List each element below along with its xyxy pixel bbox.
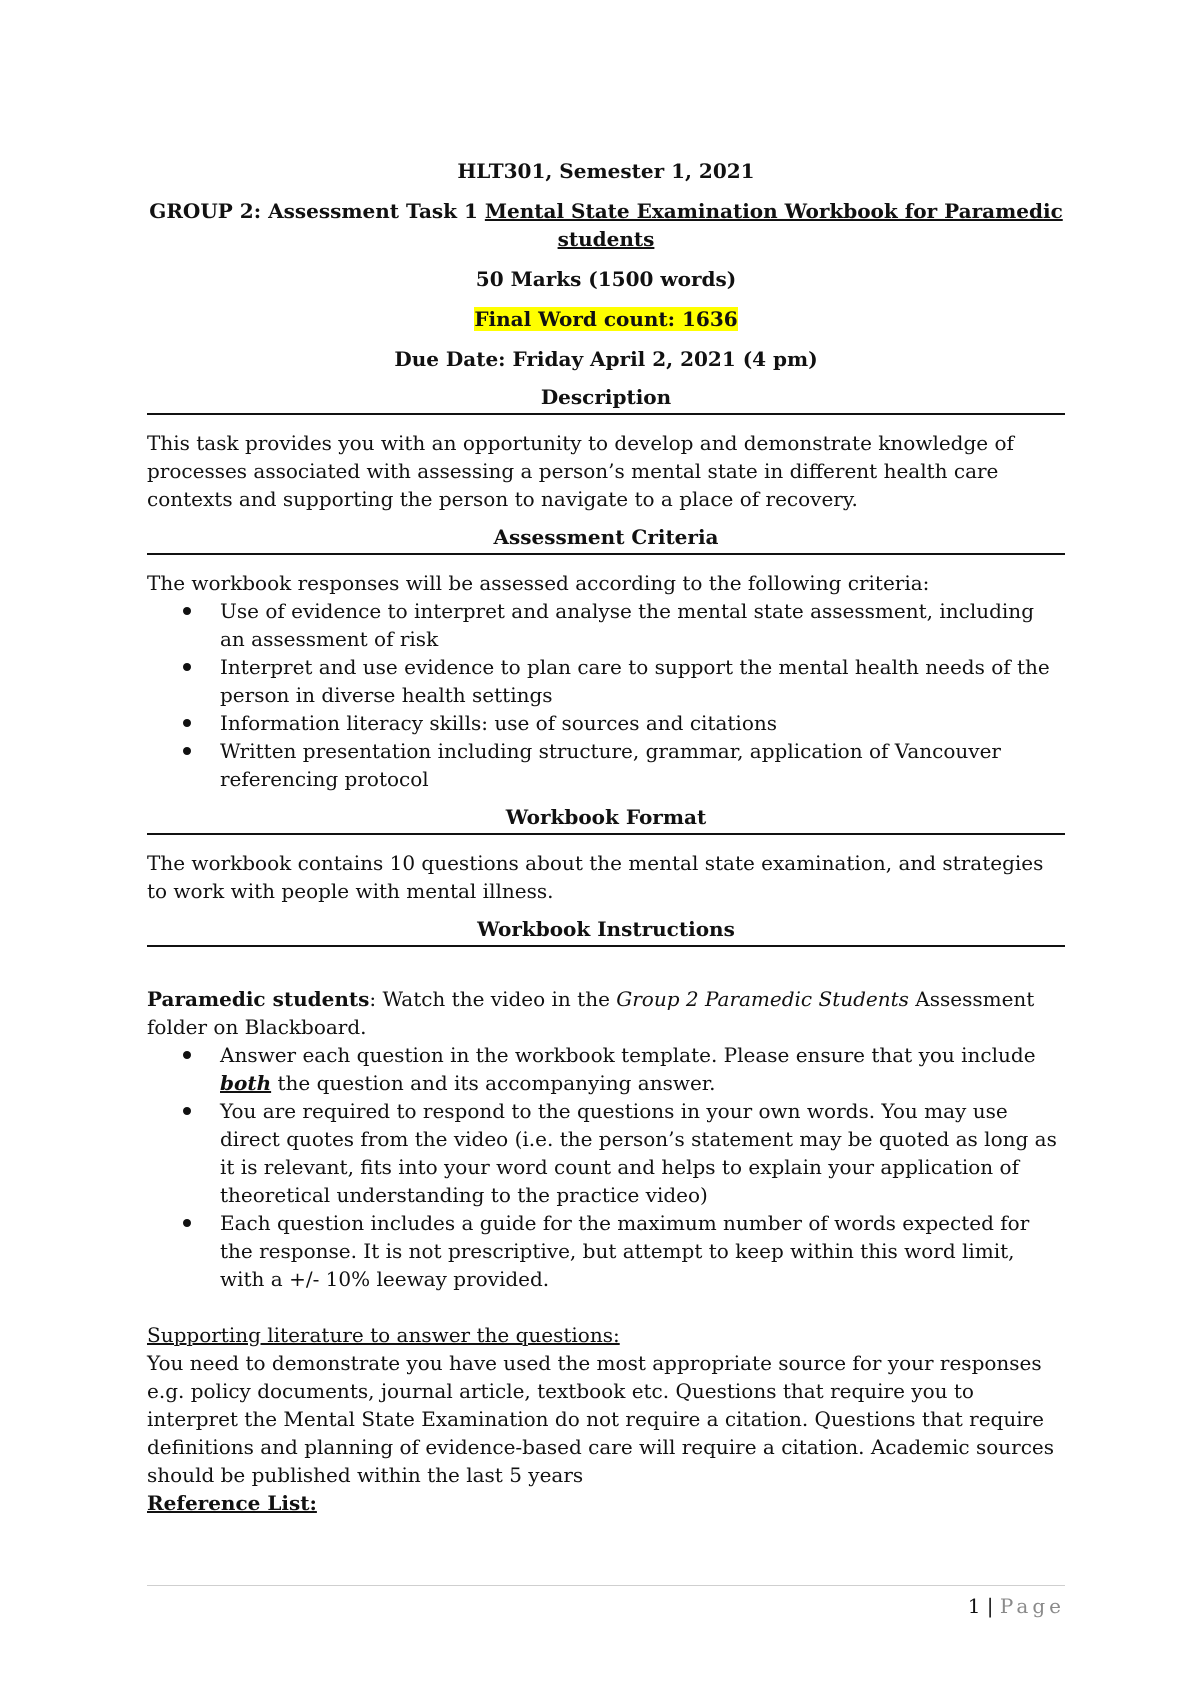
assessment-criteria-heading: Assessment Criteria [147,523,1065,555]
final-word-count-line [147,305,1065,333]
workbook-instructions-heading: Workbook Instructions [147,915,1065,947]
instructions-lead-text-1: : Watch the video in the [369,987,617,1011]
document-body [147,157,1065,1517]
instructions-lead [147,985,1065,1041]
supporting-literature-heading: Supporting literature to answer the questions: [147,1323,620,1347]
workbook-format-heading: Workbook Format [147,803,1065,835]
criteria-item: Written presentation including structure, grammar, application of Vancouver referencing protocol [147,737,1065,793]
page-word: Page [999,1594,1065,1618]
criteria-item: Information literacy skills: use of sources and citations [147,709,1065,737]
assessment-title-underlined: Mental State Examination Workbook for Paramedic students [484,199,1063,251]
instructions-list [147,1041,1065,1293]
instructions-lead-bold: Paramedic students [147,987,370,1011]
supporting-literature-text: You need to demonstrate you have used the most appropriate source for your responses e.g. policy documents, journal article, textbook etc. Questions that require you to interpret the Mental State Examination do not require a citation. Questions that require definitions and planning of evidence-based care will require a citation. Academic sources should be published within the last 5 years [147,1351,1055,1487]
page-footer [147,1585,1065,1618]
description-text: This task provides you with an opportunity to develop and demonstrate knowledge of processes associated with assessing a person’s mental state in different health care contexts and supporting the person to navigate to a place of recovery. [147,431,1014,511]
instructions-lead-text-2: Assessment folder on Blackboard. [147,987,1035,1039]
criteria-list [147,597,1065,793]
instruction-item-1-post: the question and its accompanying answer. [271,1071,716,1095]
assessment-title-prefix: GROUP 2: Assessment Task 1 [149,199,485,223]
marks-line: 50 Marks (1500 words) [475,267,737,291]
instructions-lead-italic: Group 2 Paramedic Students [616,987,909,1011]
due-date-line: Due Date: Friday April 2, 2021 (4 pm) [394,347,818,371]
criteria-item: Use of evidence to interpret and analyse the mental state assessment, including an assessment of risk [147,597,1065,653]
instruction-item-1-emphasis: both [220,1071,272,1095]
instruction-item [147,1041,1065,1097]
criteria-intro: The workbook responses will be assessed according to the following criteria: [147,571,930,595]
criteria-item: Interpret and use evidence to plan care to support the mental health needs of the person in diverse health settings [147,653,1065,709]
course-line: HLT301, Semester 1, 2021 [457,159,755,183]
final-word-count-highlight: Final Word count: 1636 [474,307,738,331]
instruction-item-1-pre: Answer each question in the workbook template. Please ensure that you include [220,1043,1036,1067]
instruction-item: You are required to respond to the questions in your own words. You may use direct quotes from the video (i.e. the person’s statement may be quoted as long as it is relevant, fits into your word count and helps to explain your application of theoretical understanding to the practice video) [147,1097,1065,1209]
page-separator: | [980,1594,1000,1618]
assessment-title [147,197,1065,253]
instruction-item: Each question includes a guide for the maximum number of words expected for the response. It is not prescriptive, but attempt to keep within this word limit, with a +/- 10% leeway provided. [147,1209,1065,1293]
page-number: 1 [967,1594,981,1618]
reference-list-heading: Reference List: [147,1491,317,1515]
description-heading: Description [147,383,1065,415]
workbook-format-text: The workbook contains 10 questions about the mental state examination, and strategies to work with people with mental illness. [147,851,1044,903]
